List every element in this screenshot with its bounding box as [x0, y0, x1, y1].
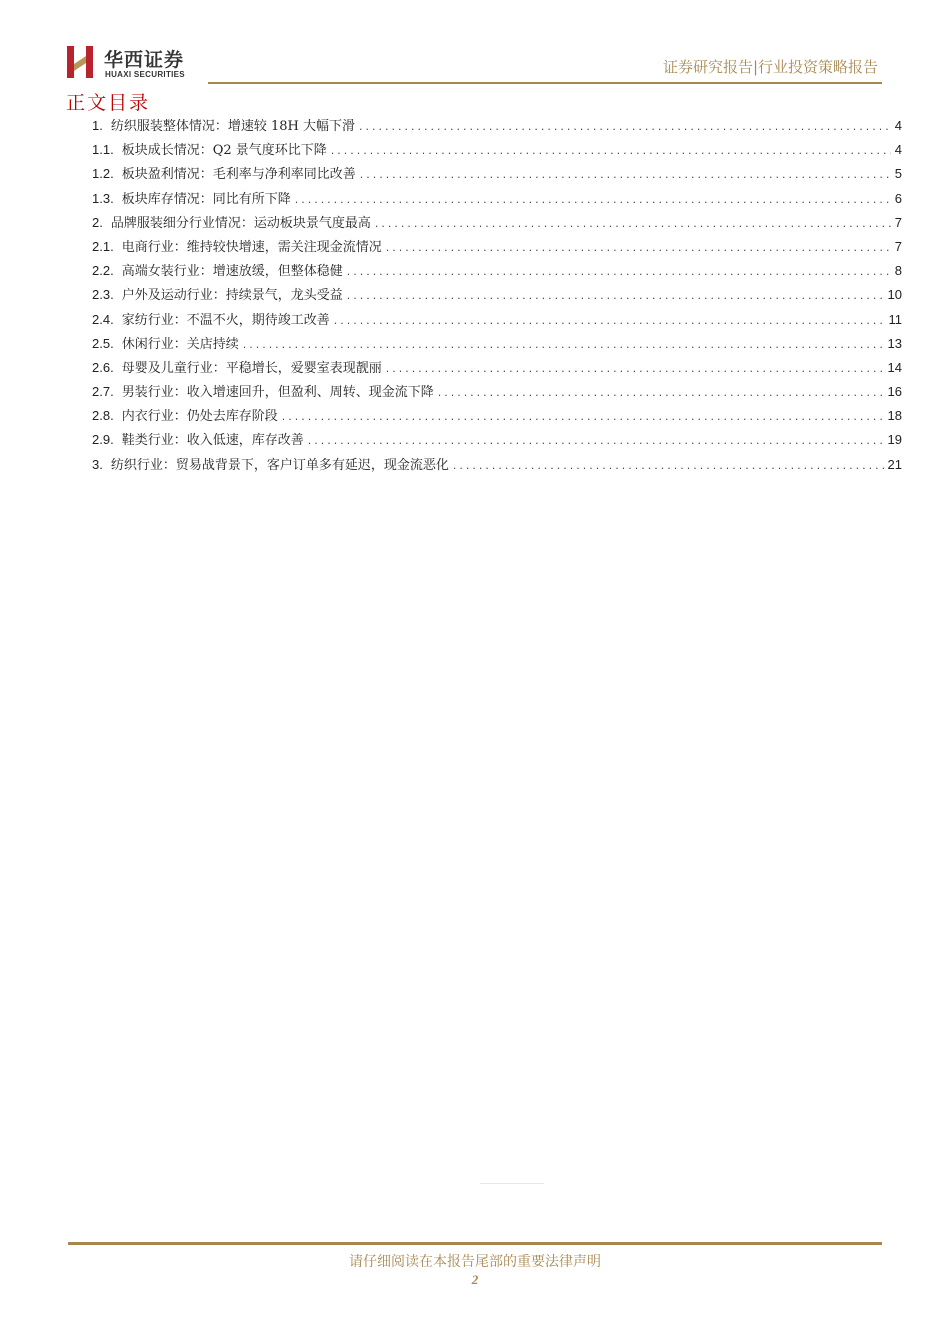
toc-item[interactable]	[92, 404, 902, 428]
toc-item[interactable]	[92, 380, 902, 404]
toc-item[interactable]	[92, 162, 902, 186]
toc-item-number: 2.1.	[92, 238, 114, 254]
toc-item-title: 电商行业：维持较快增速，需关注现金流情况	[121, 239, 382, 255]
faint-divider	[480, 1183, 544, 1184]
toc-item-page: 11	[888, 311, 902, 327]
toc-leader-dots	[243, 333, 884, 357]
toc-item[interactable]	[92, 187, 902, 211]
toc-item-title: 纺织行业：贸易战背景下，客户订单多有延迟，现金流恶化	[110, 457, 449, 473]
company-logo	[66, 44, 216, 84]
toc-item[interactable]	[92, 114, 902, 138]
toc-leader-dots	[360, 163, 891, 187]
toc-leader-dots	[386, 236, 891, 260]
toc-item-page: 14	[887, 359, 902, 375]
toc-leader-dots	[282, 405, 884, 429]
toc-leader-dots	[334, 309, 885, 333]
header-divider	[208, 82, 882, 84]
toc-item-number: 1.3.	[92, 190, 114, 206]
toc-item-number: 2.8.	[92, 408, 114, 424]
toc-leader-dots	[359, 115, 891, 139]
toc-item-title: 内衣行业：仍处去库存阶段	[121, 409, 278, 425]
toc-item-page: 7	[894, 238, 902, 254]
toc-item-title: 母婴及儿童行业：平稳增长，爱婴室表现靓丽	[121, 360, 382, 376]
toc-item-title: 男装行业：收入增速回升，但盈利、周转、现金流下降	[121, 385, 434, 401]
toc-item-number: 2.9.	[92, 432, 114, 448]
logo-english-name: HUAXI SECURITIES	[105, 70, 185, 79]
report-type-label: 证券研究报告|行业投资策略报告	[662, 58, 878, 76]
toc-item-title: 休闲行业：关店持续	[121, 336, 239, 352]
toc-item-title: 鞋类行业：收入低速，库存改善	[121, 433, 304, 449]
toc-item-title: 板块盈利情况：毛利率与净利率同比改善	[121, 167, 356, 183]
toc-item[interactable]	[92, 138, 902, 162]
toc-item-number: 2.	[92, 214, 103, 230]
toc-item-number: 2.7.	[92, 384, 114, 400]
toc-item[interactable]	[92, 283, 902, 307]
toc-item-number: 2.6.	[92, 359, 114, 375]
toc-item[interactable]	[92, 235, 902, 259]
toc-item-number: 2.2.	[92, 263, 114, 279]
toc-item-number: 1.2.	[92, 166, 114, 182]
toc-item[interactable]	[92, 211, 902, 235]
toc-item[interactable]	[92, 308, 902, 332]
toc-item-title: 家纺行业：不温不火，期待竣工改善	[121, 312, 330, 328]
toc-item[interactable]	[92, 428, 902, 452]
toc-item-number: 2.5.	[92, 335, 114, 351]
toc-item-page: 6	[894, 190, 902, 206]
toc-item-page: 4	[894, 118, 902, 133]
toc-item-title: 纺织服装整体情况：增速较 18H 大幅下滑	[110, 119, 355, 134]
toc-item[interactable]	[92, 332, 902, 356]
toc-item-number: 2.3.	[92, 287, 114, 303]
toc-leader-dots	[331, 139, 891, 163]
toc-item-page: 21	[887, 456, 902, 472]
toc-leader-dots	[386, 357, 884, 381]
toc-item-number: 3.	[92, 456, 103, 472]
toc-leader-dots	[308, 429, 884, 453]
toc-leader-dots	[375, 212, 891, 236]
toc-item-number: 2.4.	[92, 311, 114, 327]
toc-item-title: 板块库存情况：同比有所下降	[121, 191, 291, 207]
toc-item-number: 1.	[92, 118, 103, 133]
toc-item-page: 19	[887, 432, 902, 448]
toc-item-page: 8	[894, 263, 902, 279]
toc-leader-dots	[295, 188, 891, 212]
toc-item-page: 7	[894, 214, 902, 230]
toc-item[interactable]	[92, 453, 902, 477]
toc-leader-dots	[347, 284, 884, 308]
toc-item-page: 10	[887, 287, 902, 303]
logo-chinese-name: 华西证券	[104, 49, 185, 71]
toc-item[interactable]	[92, 259, 902, 283]
toc-leader-dots	[438, 381, 884, 405]
toc-item-page: 16	[887, 384, 902, 400]
footer-divider	[68, 1242, 882, 1245]
toc-item-title: 户外及运动行业：持续景气，龙头受益	[121, 288, 343, 304]
toc-item[interactable]	[92, 356, 902, 380]
toc-item-title: 高端女装行业：增速放缓，但整体稳健	[121, 264, 343, 280]
toc-item-page: 5	[894, 166, 902, 182]
toc-leader-dots	[347, 260, 891, 284]
toc-item-title: 品牌服装细分行业情况：运动板块景气度最高	[110, 215, 371, 231]
table-of-contents	[92, 114, 902, 477]
huaxi-logo-icon	[66, 44, 96, 80]
toc-item-page: 13	[887, 335, 902, 351]
toc-item-page: 4	[894, 142, 902, 158]
toc-leader-dots	[453, 454, 884, 478]
page-number: 2	[471, 1272, 479, 1287]
toc-item-number: 1.1.	[92, 142, 114, 158]
legal-disclaimer: 请仔细阅读在本报告尾部的重要法律声明	[349, 1254, 601, 1270]
toc-item-title: 板块成长情况：Q2 景气度环比下降	[121, 143, 327, 159]
toc-item-page: 18	[887, 408, 902, 424]
toc-title: 正文目录	[66, 92, 151, 114]
